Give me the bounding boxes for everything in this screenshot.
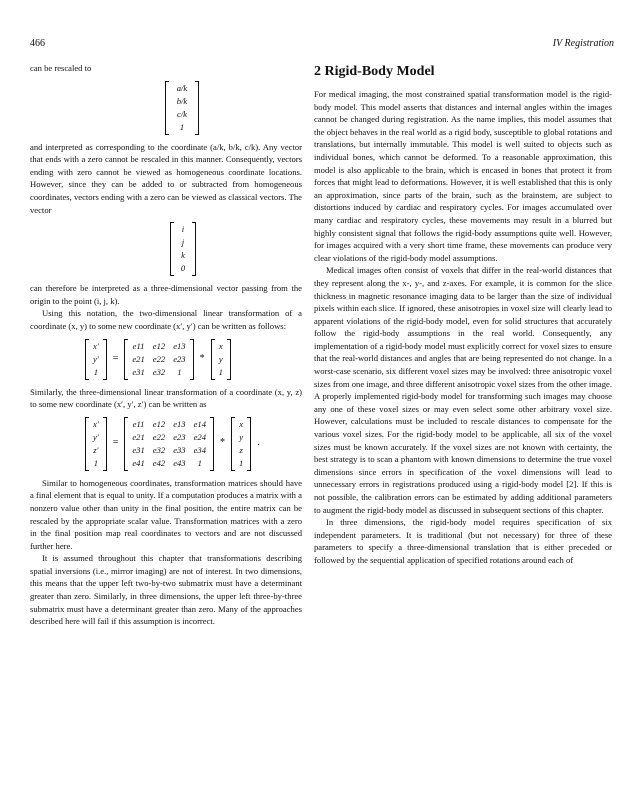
paragraph: can be rescaled to: [30, 63, 92, 73]
vector-entry: y: [218, 353, 223, 364]
matrix-entry: e12: [152, 418, 166, 429]
paragraph: In three dimensions, the rigid-body model requires specification of six independent parameters. It is traditional (but not necessary) for three of these parameters to specify a three-dimensional translation that is either preceded or followed by the sequential application of specified rotations around each of: [314, 517, 612, 565]
running-title: IV Registration: [552, 38, 614, 49]
page-header: [30, 38, 614, 52]
equals-sign: =: [112, 437, 119, 449]
equals-sign: =: [112, 352, 119, 364]
matrix-entry: e31: [132, 444, 145, 455]
paragraph: Using this notation, the two-dimensional linear transformation of a coordinate (x, y) to some new coordinate (x′, y′) can be written as follows:: [30, 308, 302, 331]
matrix-entry: e24: [193, 431, 207, 442]
matrix-entry: e11: [132, 340, 145, 351]
vector-entry: 1: [93, 457, 98, 468]
matrix-entry: e12: [152, 340, 166, 351]
matrix-entry: e14: [193, 418, 207, 429]
matrix-entry: e21: [132, 431, 145, 442]
vector-entry: x′: [93, 418, 99, 429]
paragraph: Similar to homogeneous coordinates, transformation matrices should have a final element that is equal to unity. If a computation produces a matrix with a nonzero value other than unity in the final position, the entire matrix can be rescaled by the appropriate scalar value. Transformation matrices with a zero in the final position map real coordinates to vectors and are not discussed further here.: [30, 477, 302, 551]
vector-entry: 1: [93, 366, 98, 377]
vector-rescaled: [165, 81, 302, 135]
left-column: [30, 62, 302, 628]
rhs-vector: [211, 339, 231, 380]
lhs-vector: [85, 417, 107, 471]
vector-entry: x: [239, 418, 244, 429]
vector-entry: x′: [93, 340, 99, 351]
vector-entry: 1: [239, 457, 244, 468]
matrix-entry: e11: [132, 418, 145, 429]
right-column: [314, 62, 612, 567]
lhs-vector: [85, 339, 107, 380]
matrix-entry: e41: [132, 457, 145, 468]
paragraph: can therefore be interpreted as a three-dimensional vector passing from the origin to the point (i, j, k).: [30, 283, 302, 306]
matrix-entry: e31: [132, 366, 145, 377]
column-vector: [165, 81, 199, 135]
matrix-entry: e22: [152, 431, 166, 442]
vector-entry: a/k: [176, 82, 188, 93]
matrix-entry: e42: [152, 457, 166, 468]
page-number: 466: [30, 38, 45, 49]
vector-entry: c/k: [176, 108, 188, 119]
multiply-sign: *: [199, 352, 205, 364]
matrix-entry: e21: [132, 353, 145, 364]
vector-entry: z: [239, 444, 243, 455]
column-vector: [170, 222, 196, 276]
paragraph: For medical imaging, the most constrained spatial transformation model is the rigid-body model. This model asserts that distances and internal angles within the images cannot be changed during registration. As the name implies, this model assumes that the object behaves in the real world as a rigid body, susceptible to global rotations and translations, but internally immutable. This model is well suited to objects such as individual bones, which cannot be deformed. To a reasonable approximation, this model is also applicable to the brain, which is encased in bones that protect it from forces that might lead to deformations. However, it is well established that this is only an approximation, since parts of the brain, such as the brainstem, are subject to distortions induced by cardiac and respiratory cycles. For images accumulated over many cardiac and respiratory cycles, these movements may result in a blurred but highly consistent signal that follows the rigid-body assumptions quite well. However, for images acquired with a very short time frame, these movements can produce very clear violations of the rigid-body model assumptions.: [314, 89, 612, 263]
equation-2d: [85, 339, 302, 380]
matrix-entry: e22: [152, 353, 166, 364]
paragraph: It is assumed throughout this chapter that transformations describing spatial inversions (i.e., mirror imaging) are not of interest. In two dimensions, this means that the upper left two-by-two submatrix must have a determinant greater than zero. Similarly, in three dimensions, the upper left three-by-three submatrix must have a determinant greater than zero. Many of the approaches described here will fail if this assumption is incorrect.: [30, 553, 302, 627]
matrix-entry: e32: [152, 444, 166, 455]
vector-entry: y′: [93, 353, 99, 364]
matrix-entry: e13: [173, 418, 186, 429]
matrix-entry: e33: [173, 444, 186, 455]
rhs-vector: [231, 417, 251, 471]
vector-entry: j: [181, 237, 185, 248]
paragraph: and interpreted as corresponding to the coordinate (a/k, b/k, c/k). Any vector that ends with a zero cannot be rescaled in this manner. Consequently, vectors ending with zero cannot be viewed as homogeneous coordinate locations. However, since they can be added to or subtracted from homogeneous coordinates, vectors ending with a zero can be viewed as classical vectors. The vector: [30, 141, 302, 215]
matrix-entry: e32: [152, 366, 166, 377]
matrix-entry: 1: [177, 366, 182, 377]
equation-3d: [85, 417, 302, 471]
multiply-sign: *: [220, 437, 226, 449]
matrix-entry: e23: [173, 431, 186, 442]
matrix-entry: e23: [173, 353, 186, 364]
paragraph: Similarly, the three-dimensional linear transformation of a coordinate (x, y, z) to some new coordinate (x′, y′, z′) can be written as: [30, 386, 302, 410]
vector-entry: k: [181, 250, 185, 261]
vector-entry: b/k: [176, 95, 188, 106]
equation-period: .: [257, 437, 260, 449]
vector-entry: y′: [93, 431, 99, 442]
vector-entry: y: [239, 431, 244, 442]
section-title: 2 Rigid-Body Model: [314, 64, 435, 79]
vector-entry: 1: [179, 121, 185, 132]
matrix-entry: e13: [173, 340, 186, 351]
vector-entry: z′: [93, 444, 99, 455]
paragraph: Medical images often consist of voxels that differ in the real-world distances that they represent along the x-, y-, and z-axes. For example, it is common for the slice thickness in magnetic resonance imaging data to be larger than the size of individual pixels within each slice. If ignored, these anisotropies in voxel size will clearly lead to apparent violations of the rigid-body model, even for solid structures that accurately follow the rigid-body assumptions in the real world. Consequently, any implementation of a rigid-body model must explicitly correct for voxel sizes to ensure that the real-world distances and angles that are being represented do not change. In a worst-case scenario, six different voxel sizes may be involved: three anisotropic voxel sizes from one image, and three different anisotropic voxel sizes from the other image. A properly implemented rigid-body model for transforming such images may choose any one of these voxel sizes or may even select some other arbitrary voxel size. However, calculations must be included to rescale distances to compensate for the various voxel sizes. For the rigid-body model to be applicable, all six of the voxel sizes must be known accurately. If the voxel sizes are not known with certainty, the best strategy is to scan a phantom with known dimensions to determine the true voxel dimensions since errors in specification of the voxel dimensions will lead to unnecessary errors in registrations produced using a rigid-body model [2]. If this is not possible, the calibration errors can be estimated by adding additional parameters to augment the rigid-body model as discussed in subsequent sections of this chapter.: [314, 265, 612, 515]
transformation-matrix: [124, 339, 193, 380]
transformation-matrix: [124, 417, 214, 471]
vector-entry: i: [181, 224, 185, 235]
matrix-entry: 1: [197, 457, 202, 468]
vector-entry: 0: [180, 263, 186, 274]
vector-classical: [170, 222, 302, 276]
vector-entry: 1: [218, 366, 223, 377]
matrix-entry: e34: [193, 444, 207, 455]
matrix-entry: e43: [173, 457, 186, 468]
vector-entry: x: [218, 340, 223, 351]
